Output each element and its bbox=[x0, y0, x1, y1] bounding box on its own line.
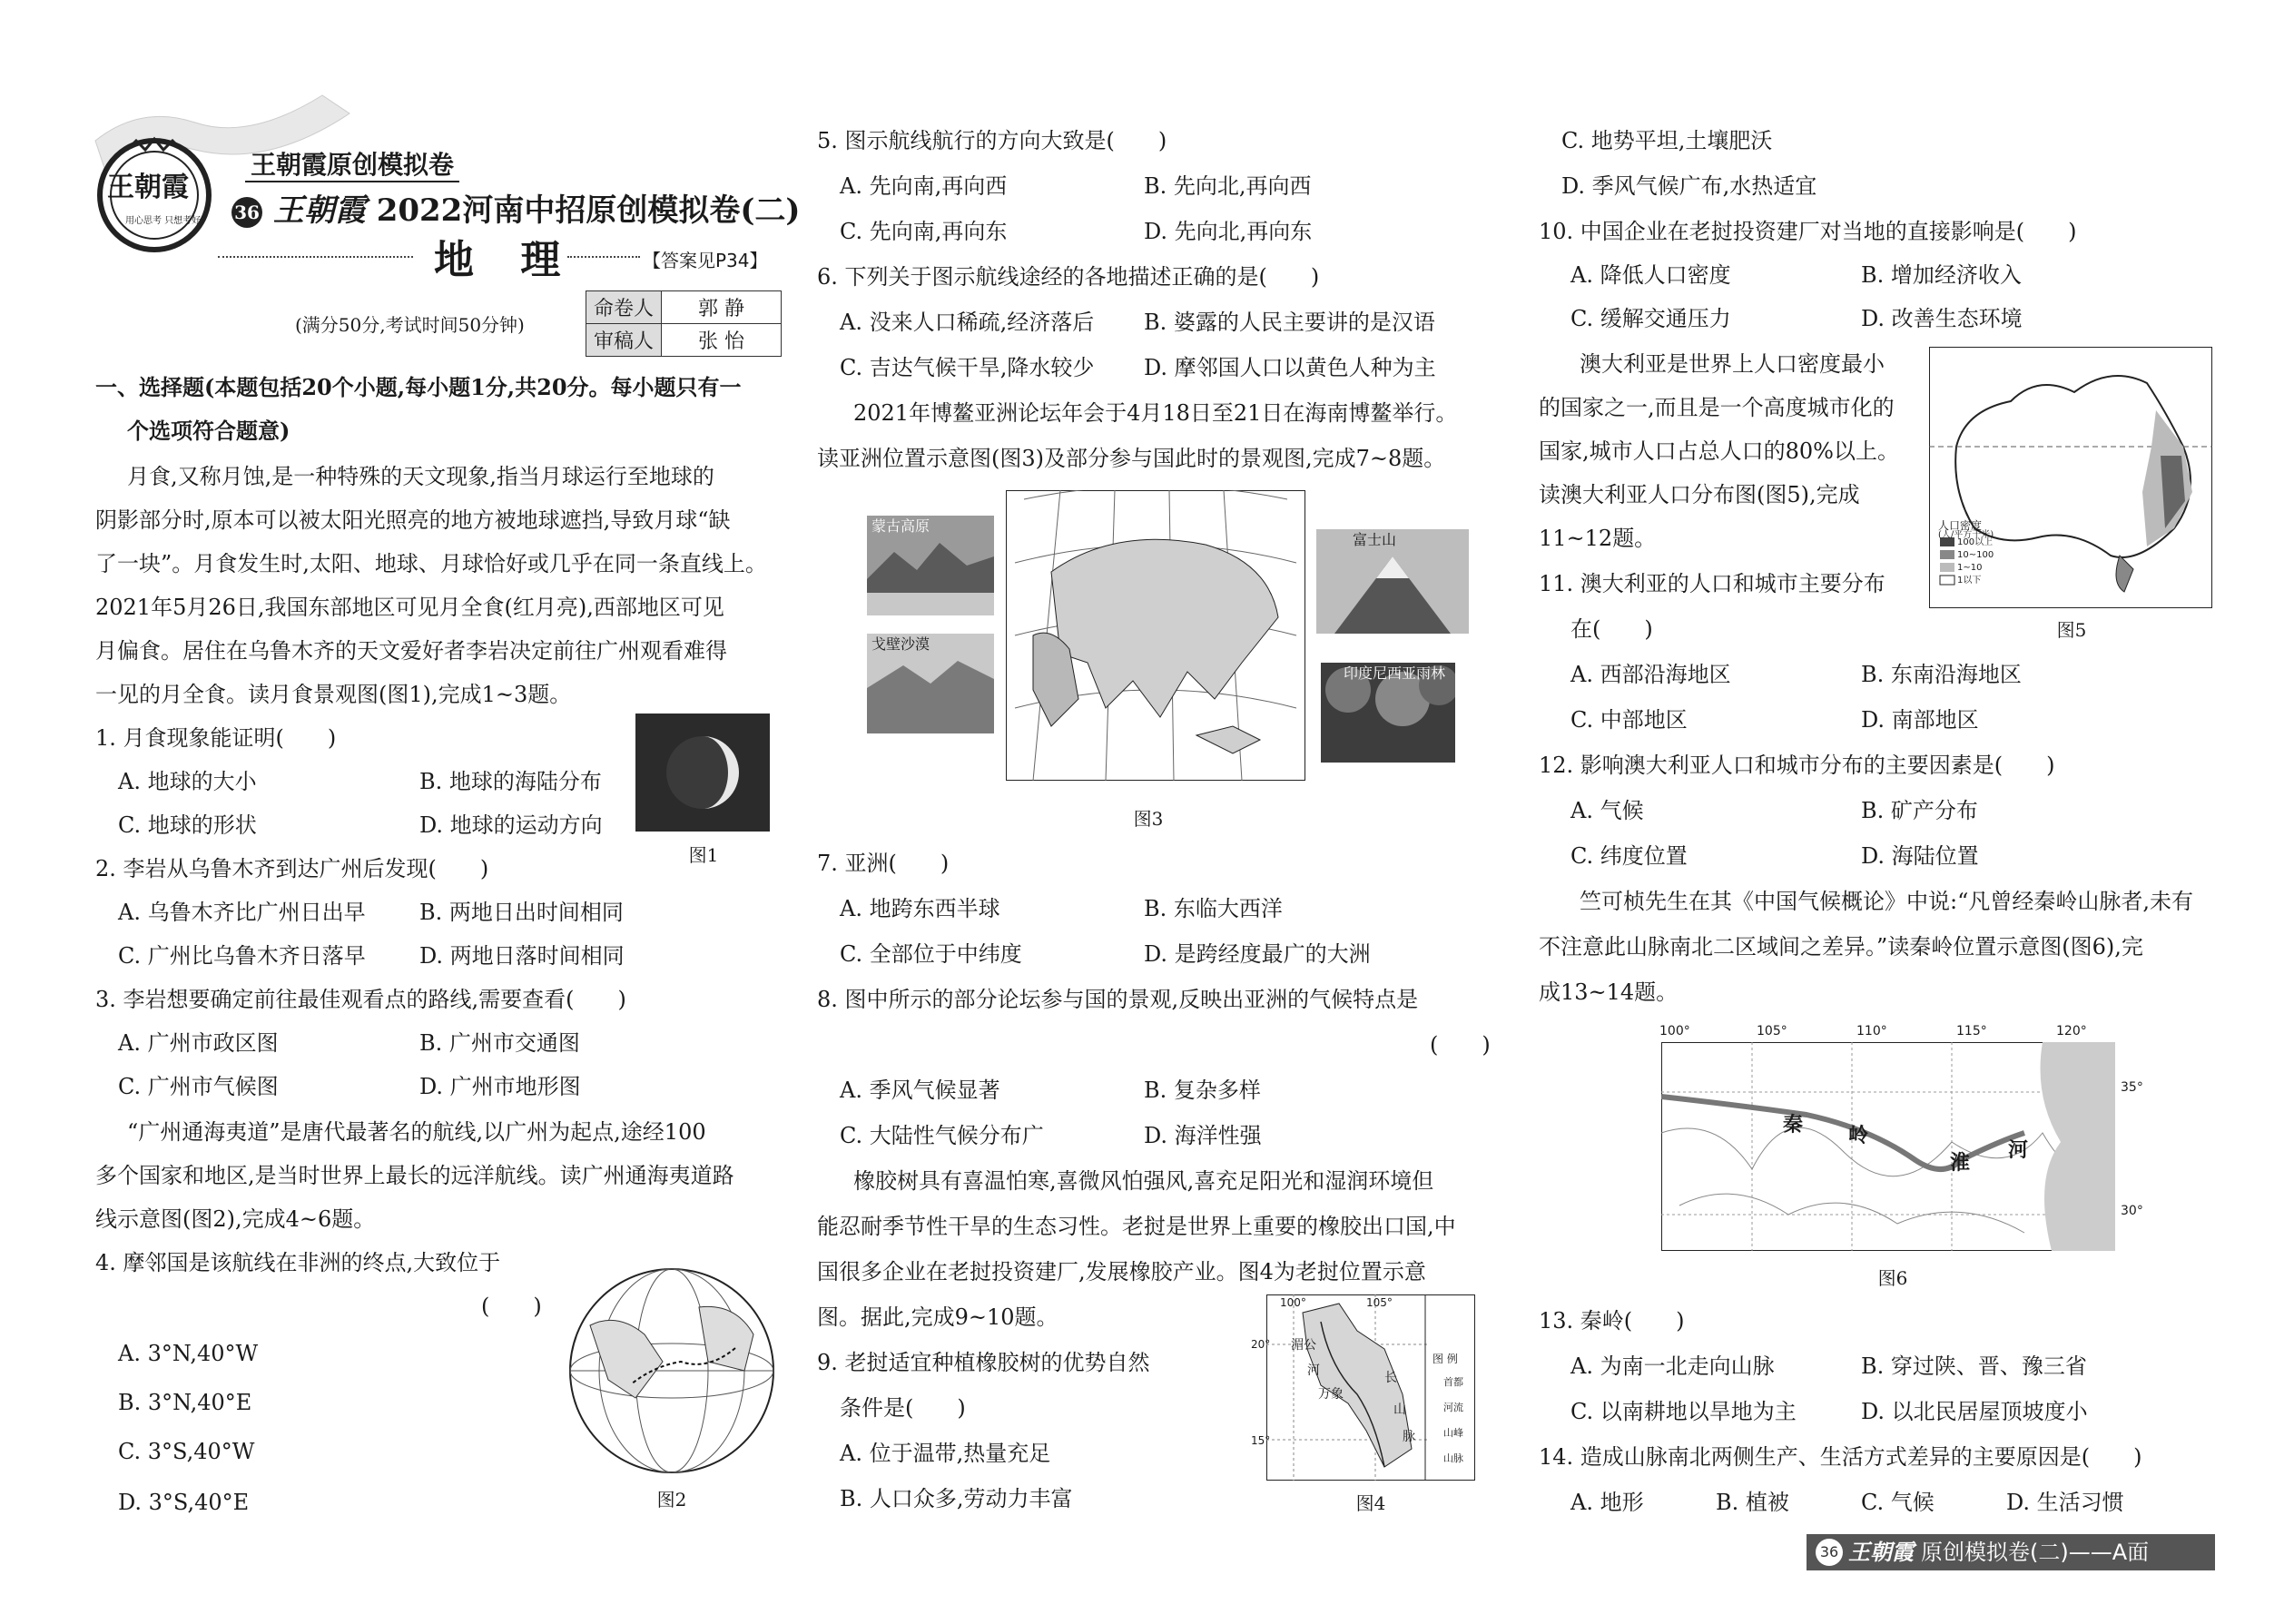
map-lon-label: 100° bbox=[1280, 1296, 1306, 1309]
map-lon-label: 115° bbox=[1956, 1024, 1987, 1038]
figure-5-caption: 图5 bbox=[2056, 619, 2087, 641]
option-a[interactable]: A. 先向南,再向西 bbox=[840, 173, 1008, 199]
option-b[interactable]: B. 增加经济收入 bbox=[1861, 262, 2022, 288]
map-label: 淮 bbox=[1950, 1151, 1971, 1175]
option-d[interactable]: D. 南部地区 bbox=[1861, 707, 1979, 733]
legend-item: 河流 bbox=[1443, 1402, 1463, 1413]
option-c[interactable]: C. 气候 bbox=[1861, 1490, 1935, 1515]
map-lat-label: 35° bbox=[2121, 1080, 2143, 1095]
option-b[interactable]: B. 两地日出时间相同 bbox=[419, 900, 624, 925]
exam-info: (满分50分,考试时间50分钟) bbox=[295, 314, 525, 336]
figure-2-caption: 图2 bbox=[656, 1489, 687, 1511]
badge-number: 36 bbox=[231, 197, 262, 228]
series-label: 王朝霞原创模拟卷 bbox=[245, 150, 459, 182]
map-lat-label: 15° bbox=[1251, 1434, 1271, 1447]
page-footer bbox=[1807, 1534, 2215, 1570]
passage-line: 国很多企业在老挝投资建厂,发展橡胶产业。图4为老挝位置示意 bbox=[817, 1259, 1426, 1284]
question-stem: 3. 李岩想要确定前往最佳观看点的路线,需要查看( ) bbox=[95, 987, 626, 1012]
option-a[interactable]: A. 地球的大小 bbox=[118, 769, 257, 794]
figure-6-caption: 图6 bbox=[1877, 1267, 1908, 1289]
section-heading: 一、选择题(本题包括20个小题,每小题1分,共20分。每小题只有一 bbox=[95, 374, 742, 400]
question-stem: 14. 造成山脉南北两侧生产、生活方式差异的主要原因是( ) bbox=[1539, 1444, 2142, 1470]
title-dotted-line-left bbox=[218, 256, 413, 258]
legend-item: 1~10 bbox=[1957, 563, 1983, 573]
map-label: 岭 bbox=[1848, 1124, 1869, 1147]
map-label: 河 bbox=[1307, 1363, 1320, 1378]
subject-title: 地 理 bbox=[434, 237, 577, 283]
question-stem: 1. 月食现象能证明( ) bbox=[95, 725, 337, 751]
option-c[interactable]: C. 吉达气候干旱,降水较少 bbox=[840, 355, 1095, 380]
option-d[interactable]: D. 海陆位置 bbox=[1861, 843, 1979, 869]
option-c[interactable]: C. 广州市气候图 bbox=[118, 1074, 279, 1099]
brand-name: 王朝霞 bbox=[272, 192, 366, 229]
question-stem: 6. 下列关于图示航线途经的各地描述正确的是( ) bbox=[817, 264, 1320, 290]
legend-item: 10~100 bbox=[1957, 550, 1994, 560]
staff-name: 张 怡 bbox=[662, 324, 782, 357]
option-a[interactable]: A. 乌鲁木齐比广州日出早 bbox=[118, 900, 366, 925]
figure-3-caption: 图3 bbox=[1133, 808, 1164, 830]
passage-line: 国家,城市人口占总人口的80%以上。 bbox=[1539, 438, 1899, 464]
legend-unit: (人/平方千米) bbox=[1938, 530, 1994, 540]
passage-line: 读亚洲位置示意图(图3)及部分参与国此时的景观图,完成7~8题。 bbox=[817, 446, 1446, 471]
map-lon-label: 105° bbox=[1366, 1296, 1393, 1309]
option-d[interactable]: D. 海洋性强 bbox=[1144, 1123, 1262, 1148]
legend-item: 山脉 bbox=[1443, 1452, 1463, 1464]
passage-line: 多个国家和地区,是当时世界上最长的远洋航线。读广州通海夷道路 bbox=[95, 1163, 734, 1188]
passage-line: 11~12题。 bbox=[1539, 526, 1657, 551]
map-lon-label: 120° bbox=[2056, 1024, 2087, 1038]
option-b[interactable]: B. 东南沿海地区 bbox=[1861, 662, 2022, 687]
footer-brand: 王朝霞 bbox=[1848, 1539, 1914, 1565]
option-a[interactable]: A. 3°N,40°W bbox=[118, 1341, 259, 1366]
question-stem: 10. 中国企业在老挝投资建厂对当地的直接影响是( ) bbox=[1539, 219, 2077, 244]
option-b[interactable]: B. 穿过陕、晋、豫三省 bbox=[1861, 1353, 2087, 1379]
passage-line: 不注意此山脉南北二区域间之差异。”读秦岭位置示意图(图6),完 bbox=[1539, 934, 2143, 960]
option-d[interactable]: D. 先向北,再向东 bbox=[1144, 219, 1313, 244]
figure-2-globe-route bbox=[563, 1262, 781, 1480]
option-d[interactable]: D. 是跨经度最广的大洲 bbox=[1144, 941, 1371, 967]
map-label: 秦 bbox=[1783, 1113, 1804, 1137]
option-d[interactable]: D. 两地日落时间相同 bbox=[419, 943, 625, 969]
map-lat-label: 30° bbox=[2121, 1204, 2143, 1218]
passage-line: 澳大利亚是世界上人口密度最小 bbox=[1580, 351, 1885, 377]
title-dotted-line-right bbox=[567, 256, 640, 258]
option-d[interactable]: D. 3°S,40°E bbox=[118, 1490, 250, 1515]
passage-line: “广州通海夷道”是唐代最著名的航线,以广州为起点,途经100 bbox=[127, 1119, 706, 1145]
option-a[interactable]: A. 地形 bbox=[1570, 1490, 1644, 1515]
option-a[interactable]: A. 气候 bbox=[1570, 798, 1644, 823]
question-stem: 在( ) bbox=[1570, 616, 1653, 642]
question-stem: 8. 图中所示的部分论坛参与国的景观,反映出亚洲的气候特点是 bbox=[817, 987, 1419, 1012]
footer-text: 原创模拟卷(二)——A面 bbox=[1921, 1540, 2150, 1565]
title-row bbox=[231, 192, 801, 229]
footer-badge: 36 bbox=[1816, 1539, 1843, 1566]
option-b[interactable]: B. 先向北,再向西 bbox=[1144, 173, 1312, 199]
map-label: 长 bbox=[1384, 1371, 1397, 1385]
option-c[interactable]: C. 地势平坦,土壤肥沃 bbox=[1561, 128, 1773, 153]
option-a[interactable]: A. 西部沿海地区 bbox=[1570, 662, 1731, 687]
option-a[interactable]: A. 降低人口密度 bbox=[1570, 262, 1731, 288]
passage-line: 成13~14题。 bbox=[1539, 979, 1679, 1005]
photo-label: 戈壁沙漠 bbox=[871, 635, 930, 653]
map-lon-label: 105° bbox=[1757, 1024, 1787, 1038]
seal-subtext: 用心思考 只想考好 bbox=[125, 216, 202, 226]
passage-line: 2021年博鳌亚洲论坛年会于4月18日至21日在海南博鳌举行。 bbox=[853, 400, 1458, 426]
question-stem: 4. 摩邻国是该航线在非洲的终点,大致位于 bbox=[95, 1250, 501, 1275]
option-c[interactable]: C. 缓解交通压力 bbox=[1570, 306, 1731, 331]
option-a[interactable]: A. 季风气候显著 bbox=[840, 1078, 1000, 1103]
option-d[interactable]: D. 生活习惯 bbox=[2006, 1490, 2124, 1515]
section-heading: 个选项符合题意) bbox=[127, 418, 290, 444]
option-a[interactable]: A. 没来人口稀疏,经济落后 bbox=[840, 310, 1095, 335]
passage-line: 月食,又称月蚀,是一种特殊的天文现象,指当月球运行至地球的 bbox=[127, 464, 714, 489]
option-c[interactable]: C. 3°S,40°W bbox=[118, 1439, 255, 1464]
figure-4-caption: 图4 bbox=[1355, 1492, 1386, 1514]
asia-map bbox=[1006, 490, 1305, 781]
passage-line: 的国家之一,而且是一个高度城市化的 bbox=[1539, 395, 1895, 420]
staff-name: 郭 静 bbox=[662, 291, 782, 324]
option-c[interactable]: C. 中部地区 bbox=[1570, 707, 1688, 733]
option-c[interactable]: C. 纬度位置 bbox=[1570, 843, 1688, 869]
question-stem: 12. 影响澳大利亚人口和城市分布的主要因素是( ) bbox=[1539, 753, 2055, 778]
legend-item: 山峰 bbox=[1443, 1427, 1463, 1439]
option-d[interactable]: D. 广州市地形图 bbox=[419, 1074, 581, 1099]
passage-line: 阴影部分时,原本可以被太阳光照亮的地方被地球遮挡,导致月球“缺 bbox=[95, 507, 731, 533]
question-stem: 9. 老挝适宜种植橡胶树的优势自然 bbox=[817, 1350, 1150, 1375]
map-lat-label: 20° bbox=[1251, 1338, 1271, 1351]
exam-title: 2022河南中招原创模拟卷(二) bbox=[376, 192, 801, 229]
option-c[interactable]: C. 广州比乌鲁木齐日落早 bbox=[118, 943, 366, 969]
staff-role: 命卷人 bbox=[586, 291, 662, 324]
option-c[interactable]: C. 先向南,再向东 bbox=[840, 219, 1008, 244]
passage-line: 图。据此,完成9~10题。 bbox=[817, 1304, 1058, 1330]
question-stem: 5. 图示航线航行的方向大致是( ) bbox=[817, 128, 1167, 153]
option-d[interactable]: D. 摩邻国人口以黄色人种为主 bbox=[1144, 355, 1436, 380]
passage-line: 月偏食。居住在乌鲁木齐的天文爱好者李岩决定前往广州观看难得 bbox=[95, 638, 727, 664]
figure-1-moon bbox=[635, 714, 770, 832]
seal-text: 王朝霞 bbox=[107, 172, 189, 203]
qinling-map bbox=[1661, 1042, 2115, 1251]
staff-role: 审稿人 bbox=[586, 324, 662, 357]
question-stem: 7. 亚洲( ) bbox=[817, 851, 950, 876]
photo-label: 富士山 bbox=[1353, 531, 1397, 548]
map-label: 脉 bbox=[1403, 1430, 1415, 1444]
legend-title: 图 例 bbox=[1433, 1353, 1458, 1365]
passage-line: 竺可桢先生在其《中国气候概论》中说:“凡曾经秦岭山脉者,未有 bbox=[1580, 889, 2193, 914]
option-c[interactable]: C. 地球的形状 bbox=[118, 812, 257, 838]
staff-table bbox=[586, 290, 782, 357]
map-label: 湄公 bbox=[1291, 1338, 1316, 1353]
option-b[interactable]: B. 地球的海陆分布 bbox=[419, 769, 602, 794]
option-d[interactable]: D. 改善生态环境 bbox=[1861, 306, 2023, 331]
option-d[interactable]: D. 季风气候广布,水热适宜 bbox=[1561, 173, 1817, 199]
option-b[interactable]: B. 婆露的人民主要讲的是汉语 bbox=[1144, 310, 1435, 335]
option-a[interactable]: A. 地跨东西半球 bbox=[840, 896, 1000, 921]
option-c[interactable]: C. 大陆性气候分布广 bbox=[840, 1123, 1044, 1148]
option-b[interactable]: B. 人口众多,劳动力丰富 bbox=[840, 1486, 1073, 1511]
figure-1-caption: 图1 bbox=[688, 844, 719, 866]
option-b[interactable]: B. 东临大西洋 bbox=[1144, 896, 1283, 921]
option-b[interactable]: B. 广州市交通图 bbox=[419, 1030, 580, 1056]
passage-line: 能忍耐季节性干旱的生态习性。老挝是世界上重要的橡胶出口国,中 bbox=[817, 1214, 1456, 1239]
legend-item: 100以上 bbox=[1957, 537, 1994, 547]
passage-line: 一见的月全食。读月食景观图(图1),完成1~3题。 bbox=[95, 682, 572, 707]
map-label: 河 bbox=[2008, 1138, 2029, 1162]
answer-paren: ( ) bbox=[1430, 1032, 1491, 1058]
photo-label: 印度尼西亚雨林 bbox=[1344, 664, 1446, 682]
question-stem: 2. 李岩从乌鲁木齐到达广州后发现( ) bbox=[95, 856, 489, 881]
answer-reference: 【答案见P34】 bbox=[643, 250, 768, 271]
legend-item: 1以下 bbox=[1957, 576, 1982, 586]
option-b[interactable]: B. 植被 bbox=[1716, 1490, 1789, 1515]
map-label: 山 bbox=[1393, 1403, 1406, 1417]
map-lon-label: 110° bbox=[1856, 1024, 1887, 1038]
question-stem: 条件是( ) bbox=[840, 1395, 966, 1421]
option-c[interactable]: C. 以南耕地以旱地为主 bbox=[1570, 1399, 1797, 1424]
option-b[interactable]: B. 3°N,40°E bbox=[118, 1390, 252, 1415]
option-a[interactable]: A. 为南一北走向山脉 bbox=[1570, 1353, 1775, 1379]
option-a[interactable]: A. 广州市政区图 bbox=[118, 1030, 279, 1056]
question-stem: 13. 秦岭( ) bbox=[1539, 1308, 1685, 1334]
passage-line: 了一块”。月食发生时,太阳、地球、月球恰好或几乎在同一条直线上。 bbox=[95, 551, 767, 576]
map-label: 万象 bbox=[1318, 1387, 1344, 1402]
option-d[interactable]: D. 以北民居屋顶坡度小 bbox=[1861, 1399, 2088, 1424]
answer-paren: ( ) bbox=[481, 1294, 542, 1319]
question-stem: 11. 澳大利亚的人口和城市主要分布 bbox=[1539, 571, 1885, 596]
option-a[interactable]: A. 位于温带,热量充足 bbox=[840, 1441, 1051, 1466]
option-d[interactable]: D. 地球的运动方向 bbox=[419, 812, 603, 838]
passage-line: 读澳大利亚人口分布图(图5),完成 bbox=[1539, 482, 1860, 507]
passage-line: 线示意图(图2),完成4~6题。 bbox=[95, 1206, 376, 1232]
photo-label: 蒙古高原 bbox=[871, 517, 930, 535]
option-c[interactable]: C. 全部位于中纬度 bbox=[840, 941, 1022, 967]
legend-title: 人口密度 bbox=[1938, 519, 1983, 532]
passage-line: 橡胶树具有喜温怕寒,喜微风怕强风,喜充足阳光和湿润环境但 bbox=[853, 1168, 1434, 1194]
option-b[interactable]: B. 复杂多样 bbox=[1144, 1078, 1261, 1103]
legend-item: 首都 bbox=[1443, 1376, 1463, 1388]
map-lon-label: 100° bbox=[1659, 1024, 1690, 1038]
passage-line: 2021年5月26日,我国东部地区可见月全食(红月亮),西部地区可见 bbox=[95, 595, 724, 620]
option-b[interactable]: B. 矿产分布 bbox=[1861, 798, 1978, 823]
